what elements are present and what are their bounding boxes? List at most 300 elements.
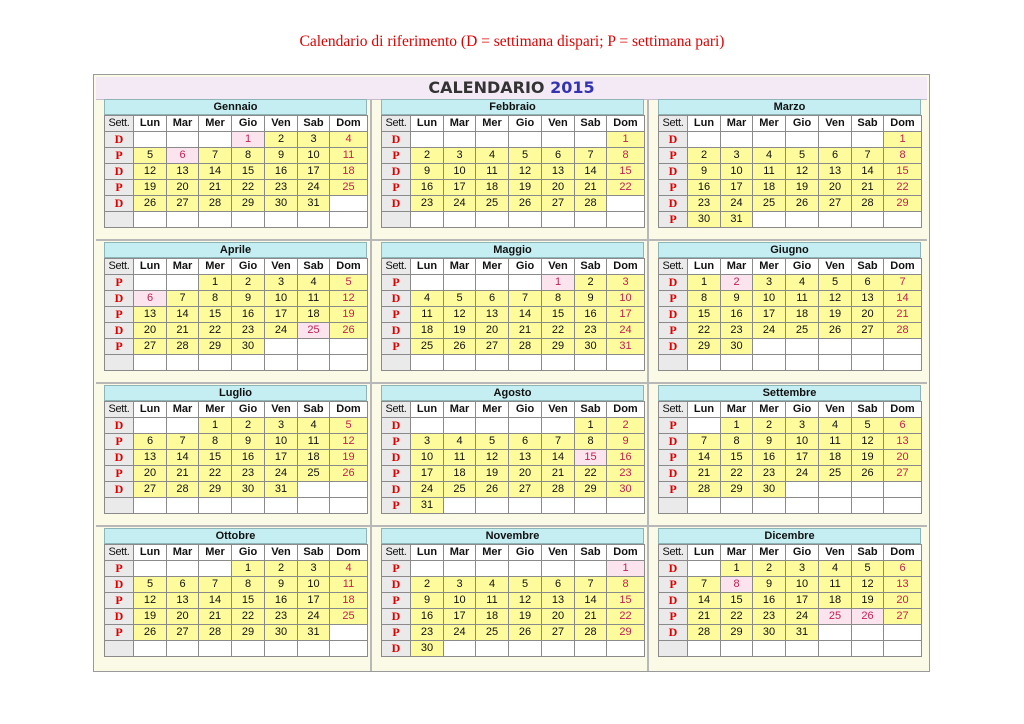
empty-cell xyxy=(721,132,753,148)
month-table xyxy=(658,401,922,514)
empty-cell xyxy=(786,482,819,498)
weekday-header: Mer xyxy=(753,116,786,132)
weekday-header: Ven xyxy=(542,545,575,561)
day-cell: 23 xyxy=(753,609,786,625)
week-row xyxy=(382,148,645,164)
empty-cell xyxy=(476,641,509,657)
empty-cell xyxy=(509,132,542,148)
week-parity-cell: P xyxy=(659,180,688,196)
weekday-header: Ven xyxy=(819,116,852,132)
row-divider xyxy=(96,525,927,527)
day-cell: 12 xyxy=(444,307,476,323)
empty-cell xyxy=(786,212,819,228)
week-row xyxy=(105,355,368,371)
day-cell: 15 xyxy=(199,307,232,323)
day-cell: 27 xyxy=(167,196,199,212)
day-cell: 8 xyxy=(607,148,645,164)
day-cell: 16 xyxy=(753,450,786,466)
row-divider xyxy=(96,382,927,384)
weekday-header: Lun xyxy=(688,545,721,561)
weekday-header: Gio xyxy=(232,545,265,561)
weekday-header: Mer xyxy=(476,402,509,418)
empty-cell xyxy=(721,355,753,371)
week-row xyxy=(659,196,922,212)
day-cell: 27 xyxy=(167,625,199,641)
day-cell: 13 xyxy=(542,164,575,180)
empty-cell xyxy=(330,212,368,228)
week-parity-cell: D xyxy=(659,307,688,323)
empty-cell xyxy=(852,132,884,148)
day-cell: 29 xyxy=(232,196,265,212)
week-parity-cell: D xyxy=(659,339,688,355)
weekday-header: Dom xyxy=(607,545,645,561)
month-block xyxy=(104,242,367,371)
month-table xyxy=(658,544,922,657)
empty-cell xyxy=(786,641,819,657)
empty-cell xyxy=(542,355,575,371)
day-cell: 7 xyxy=(575,148,607,164)
weekday-header: Sab xyxy=(298,116,330,132)
week-parity-cell: P xyxy=(659,609,688,625)
day-cell: 13 xyxy=(884,434,922,450)
day-cell: 27 xyxy=(509,482,542,498)
day-cell: 27 xyxy=(542,625,575,641)
week-parity-cell: P xyxy=(105,148,134,164)
day-cell: 28 xyxy=(167,482,199,498)
week-parity-cell: P xyxy=(382,466,411,482)
day-cell: 30 xyxy=(575,339,607,355)
empty-cell xyxy=(411,275,444,291)
day-cell: 13 xyxy=(852,291,884,307)
empty-cell xyxy=(411,132,444,148)
empty-cell xyxy=(509,418,542,434)
month-block xyxy=(104,385,367,514)
day-cell: 11 xyxy=(411,307,444,323)
day-cell: 21 xyxy=(199,609,232,625)
day-cell: 28 xyxy=(509,339,542,355)
empty-cell xyxy=(232,355,265,371)
day-cell: 13 xyxy=(884,577,922,593)
week-row xyxy=(382,434,645,450)
day-cell: 19 xyxy=(509,609,542,625)
day-cell: 2 xyxy=(721,275,753,291)
day-cell: 16 xyxy=(232,450,265,466)
day-cell: 12 xyxy=(330,291,368,307)
day-cell: 15 xyxy=(884,164,922,180)
day-cell: 22 xyxy=(199,466,232,482)
day-cell: 30 xyxy=(232,339,265,355)
empty-cell xyxy=(476,561,509,577)
day-cell: 1 xyxy=(721,561,753,577)
empty-cell xyxy=(753,212,786,228)
week-row xyxy=(382,355,645,371)
day-cell: 13 xyxy=(134,450,167,466)
empty-cell xyxy=(852,641,884,657)
day-cell: 18 xyxy=(476,180,509,196)
day-cell: 18 xyxy=(476,609,509,625)
week-parity-cell: P xyxy=(105,593,134,609)
day-cell: 20 xyxy=(542,180,575,196)
day-cell: 26 xyxy=(852,609,884,625)
day-cell: 18 xyxy=(330,164,368,180)
empty-cell xyxy=(753,641,786,657)
calendar-heading xyxy=(96,77,927,100)
day-cell: 6 xyxy=(819,148,852,164)
week-parity-cell: D xyxy=(659,164,688,180)
empty-cell xyxy=(330,498,368,514)
day-cell: 26 xyxy=(134,625,167,641)
day-cell: 3 xyxy=(265,418,298,434)
month-block xyxy=(658,99,921,228)
weekday-header: Mer xyxy=(753,402,786,418)
day-cell: 3 xyxy=(298,132,330,148)
day-cell: 28 xyxy=(575,625,607,641)
month-block xyxy=(104,99,367,228)
week-parity-cell: D xyxy=(105,196,134,212)
week-row xyxy=(382,482,645,498)
day-cell: 16 xyxy=(411,180,444,196)
day-cell: 15 xyxy=(607,164,645,180)
day-cell: 26 xyxy=(444,339,476,355)
empty-cell xyxy=(298,212,330,228)
day-cell: 6 xyxy=(134,434,167,450)
day-cell: 16 xyxy=(688,180,721,196)
day-cell: 25 xyxy=(330,609,368,625)
day-cell: 13 xyxy=(134,307,167,323)
day-cell: 20 xyxy=(884,450,922,466)
empty-cell xyxy=(753,132,786,148)
week-parity-cell: P xyxy=(659,482,688,498)
week-parity-cell: D xyxy=(659,593,688,609)
day-cell: 18 xyxy=(819,593,852,609)
empty-cell xyxy=(884,498,922,514)
day-cell: 2 xyxy=(607,418,645,434)
day-cell: 2 xyxy=(232,418,265,434)
day-cell: 8 xyxy=(232,577,265,593)
empty-cell xyxy=(167,132,199,148)
empty-cell xyxy=(298,355,330,371)
day-cell: 17 xyxy=(298,593,330,609)
empty-cell xyxy=(265,355,298,371)
weekday-header: Mer xyxy=(199,545,232,561)
week-row xyxy=(105,625,368,641)
day-cell: 25 xyxy=(786,323,819,339)
empty-cell xyxy=(786,498,819,514)
day-cell: 26 xyxy=(330,466,368,482)
weekday-header: Mar xyxy=(721,402,753,418)
weekday-header: Mar xyxy=(721,259,753,275)
week-row xyxy=(382,450,645,466)
day-cell: 14 xyxy=(542,450,575,466)
day-cell: 23 xyxy=(753,466,786,482)
month-table xyxy=(104,544,368,657)
empty-cell xyxy=(753,498,786,514)
week-row xyxy=(382,561,645,577)
week-parity-cell: D xyxy=(382,609,411,625)
month-name: Agosto xyxy=(381,385,644,401)
empty-cell xyxy=(167,498,199,514)
day-cell: 19 xyxy=(476,466,509,482)
week-row xyxy=(105,609,368,625)
day-cell: 20 xyxy=(476,323,509,339)
week-parity-header: Sett. xyxy=(382,259,411,275)
day-cell: 5 xyxy=(852,561,884,577)
day-cell: 24 xyxy=(444,625,476,641)
page-title: Calendario di riferimento (D = settimana dispari; P = settimana pari) xyxy=(299,33,725,50)
day-cell: 13 xyxy=(819,164,852,180)
month-table xyxy=(104,115,368,228)
day-cell: 31 xyxy=(265,482,298,498)
day-cell: 25 xyxy=(444,482,476,498)
week-parity-cell: P xyxy=(382,307,411,323)
week-parity-cell: P xyxy=(659,450,688,466)
day-cell: 9 xyxy=(232,434,265,450)
week-row xyxy=(659,275,922,291)
empty-cell xyxy=(476,212,509,228)
day-cell: 28 xyxy=(884,323,922,339)
weekday-header: Mer xyxy=(476,545,509,561)
day-cell: 14 xyxy=(884,291,922,307)
day-cell: 6 xyxy=(167,148,199,164)
week-parity-cell: D xyxy=(382,132,411,148)
month-block xyxy=(658,385,921,514)
day-cell: 17 xyxy=(298,164,330,180)
day-cell: 5 xyxy=(330,275,368,291)
day-cell: 12 xyxy=(509,593,542,609)
weekday-header: Ven xyxy=(265,545,298,561)
day-cell: 27 xyxy=(852,323,884,339)
day-cell: 2 xyxy=(411,577,444,593)
day-cell: 22 xyxy=(232,609,265,625)
day-cell: 24 xyxy=(786,466,819,482)
weekday-header: Dom xyxy=(330,545,368,561)
day-cell: 17 xyxy=(265,450,298,466)
day-cell: 5 xyxy=(819,275,852,291)
day-cell: 25 xyxy=(411,339,444,355)
day-cell: 11 xyxy=(298,291,330,307)
empty-cell xyxy=(688,132,721,148)
day-cell: 10 xyxy=(721,164,753,180)
day-cell: 24 xyxy=(298,609,330,625)
empty-cell xyxy=(819,641,852,657)
week-parity-cell: D xyxy=(105,132,134,148)
empty-cell xyxy=(852,625,884,641)
day-cell: 6 xyxy=(509,434,542,450)
day-cell: 23 xyxy=(265,609,298,625)
day-cell: 25 xyxy=(819,609,852,625)
day-cell: 20 xyxy=(134,323,167,339)
day-cell: 5 xyxy=(444,291,476,307)
week-row xyxy=(659,450,922,466)
day-cell: 26 xyxy=(509,196,542,212)
day-cell: 21 xyxy=(688,609,721,625)
day-cell: 16 xyxy=(607,450,645,466)
week-row xyxy=(382,164,645,180)
empty-cell xyxy=(721,498,753,514)
empty-cell xyxy=(134,498,167,514)
week-row xyxy=(659,355,922,371)
day-cell: 24 xyxy=(298,180,330,196)
week-row xyxy=(659,164,922,180)
day-cell: 10 xyxy=(265,291,298,307)
day-cell: 11 xyxy=(298,434,330,450)
empty-cell xyxy=(819,132,852,148)
week-parity-cell: P xyxy=(382,180,411,196)
day-cell: 1 xyxy=(575,418,607,434)
day-cell: 30 xyxy=(232,482,265,498)
week-row xyxy=(382,498,645,514)
weekday-header: Sab xyxy=(852,116,884,132)
column-divider xyxy=(370,100,372,671)
day-cell: 12 xyxy=(509,164,542,180)
empty-cell xyxy=(509,212,542,228)
week-parity-cell: P xyxy=(659,577,688,593)
day-cell: 11 xyxy=(476,164,509,180)
month-name: Maggio xyxy=(381,242,644,258)
week-row xyxy=(105,196,368,212)
week-parity-cell xyxy=(659,498,688,514)
day-cell: 3 xyxy=(298,561,330,577)
day-cell: 28 xyxy=(199,625,232,641)
empty-cell xyxy=(607,641,645,657)
weekday-header: Mar xyxy=(444,259,476,275)
week-parity-cell xyxy=(105,498,134,514)
weekday-header: Gio xyxy=(786,116,819,132)
empty-cell xyxy=(786,132,819,148)
day-cell: 19 xyxy=(444,323,476,339)
month-name: Febbraio xyxy=(381,99,644,115)
weekday-header: Ven xyxy=(542,402,575,418)
day-cell: 1 xyxy=(607,561,645,577)
weekday-header: Mer xyxy=(476,259,509,275)
empty-cell xyxy=(575,132,607,148)
week-parity-cell: P xyxy=(382,498,411,514)
weekday-header: Dom xyxy=(330,116,368,132)
week-parity-cell: D xyxy=(659,466,688,482)
empty-cell xyxy=(852,339,884,355)
month-name: Aprile xyxy=(104,242,367,258)
weekday-header: Ven xyxy=(265,402,298,418)
week-row xyxy=(382,625,645,641)
week-row xyxy=(659,466,922,482)
day-cell: 6 xyxy=(852,275,884,291)
weekday-header: Lun xyxy=(134,116,167,132)
month-table xyxy=(658,115,922,228)
empty-cell xyxy=(330,482,368,498)
day-cell: 4 xyxy=(476,148,509,164)
day-cell: 26 xyxy=(476,482,509,498)
day-cell: 20 xyxy=(542,609,575,625)
empty-cell xyxy=(852,355,884,371)
day-cell: 13 xyxy=(509,450,542,466)
empty-cell xyxy=(819,498,852,514)
empty-cell xyxy=(476,275,509,291)
empty-cell xyxy=(476,132,509,148)
day-cell: 27 xyxy=(134,482,167,498)
day-cell: 14 xyxy=(167,450,199,466)
month-block xyxy=(381,528,644,657)
day-cell: 28 xyxy=(688,482,721,498)
day-cell: 4 xyxy=(786,275,819,291)
week-parity-cell xyxy=(105,641,134,657)
day-cell: 30 xyxy=(753,625,786,641)
empty-cell xyxy=(542,641,575,657)
month-name: Marzo xyxy=(658,99,921,115)
day-cell: 10 xyxy=(786,434,819,450)
week-parity-cell: D xyxy=(659,625,688,641)
day-cell: 6 xyxy=(542,148,575,164)
week-row xyxy=(105,132,368,148)
week-row xyxy=(105,275,368,291)
month-name: Giugno xyxy=(658,242,921,258)
day-cell: 7 xyxy=(167,291,199,307)
week-parity-header: Sett. xyxy=(382,545,411,561)
weekday-header: Sab xyxy=(298,545,330,561)
day-cell: 17 xyxy=(786,593,819,609)
week-row xyxy=(105,498,368,514)
empty-cell xyxy=(134,212,167,228)
day-cell: 23 xyxy=(232,466,265,482)
day-cell: 22 xyxy=(607,180,645,196)
day-cell: 1 xyxy=(884,132,922,148)
week-parity-cell: D xyxy=(105,418,134,434)
empty-cell xyxy=(134,132,167,148)
week-row xyxy=(105,180,368,196)
weekday-header: Lun xyxy=(134,402,167,418)
day-cell: 19 xyxy=(819,307,852,323)
week-parity-cell xyxy=(659,355,688,371)
day-cell: 21 xyxy=(167,466,199,482)
empty-cell xyxy=(330,339,368,355)
day-cell: 10 xyxy=(411,450,444,466)
weekday-header: Dom xyxy=(884,402,922,418)
month-block xyxy=(381,242,644,371)
weekday-header: Sab xyxy=(575,402,607,418)
day-cell: 21 xyxy=(199,180,232,196)
month-name: Dicembre xyxy=(658,528,921,544)
weekday-header: Dom xyxy=(607,402,645,418)
day-cell: 3 xyxy=(607,275,645,291)
week-row xyxy=(105,323,368,339)
day-cell: 18 xyxy=(786,307,819,323)
empty-cell xyxy=(444,498,476,514)
empty-cell xyxy=(134,275,167,291)
day-cell: 9 xyxy=(607,434,645,450)
calendar-year: 2015 xyxy=(550,78,595,97)
day-cell: 6 xyxy=(884,418,922,434)
week-parity-cell: D xyxy=(105,482,134,498)
weekday-header: Dom xyxy=(884,116,922,132)
week-parity-header: Sett. xyxy=(382,402,411,418)
day-cell: 26 xyxy=(786,196,819,212)
weekday-header: Lun xyxy=(688,259,721,275)
month-table xyxy=(104,258,368,371)
week-parity-cell xyxy=(659,641,688,657)
month-block xyxy=(381,385,644,514)
empty-cell xyxy=(575,498,607,514)
weekday-header: Lun xyxy=(411,402,444,418)
week-parity-cell: P xyxy=(659,148,688,164)
week-parity-cell: P xyxy=(105,275,134,291)
day-cell: 8 xyxy=(542,291,575,307)
weekday-header: Sab xyxy=(852,402,884,418)
week-row xyxy=(382,307,645,323)
week-parity-cell: D xyxy=(659,434,688,450)
weekday-header: Sab xyxy=(298,402,330,418)
day-cell: 7 xyxy=(852,148,884,164)
empty-cell xyxy=(509,275,542,291)
day-cell: 8 xyxy=(721,434,753,450)
